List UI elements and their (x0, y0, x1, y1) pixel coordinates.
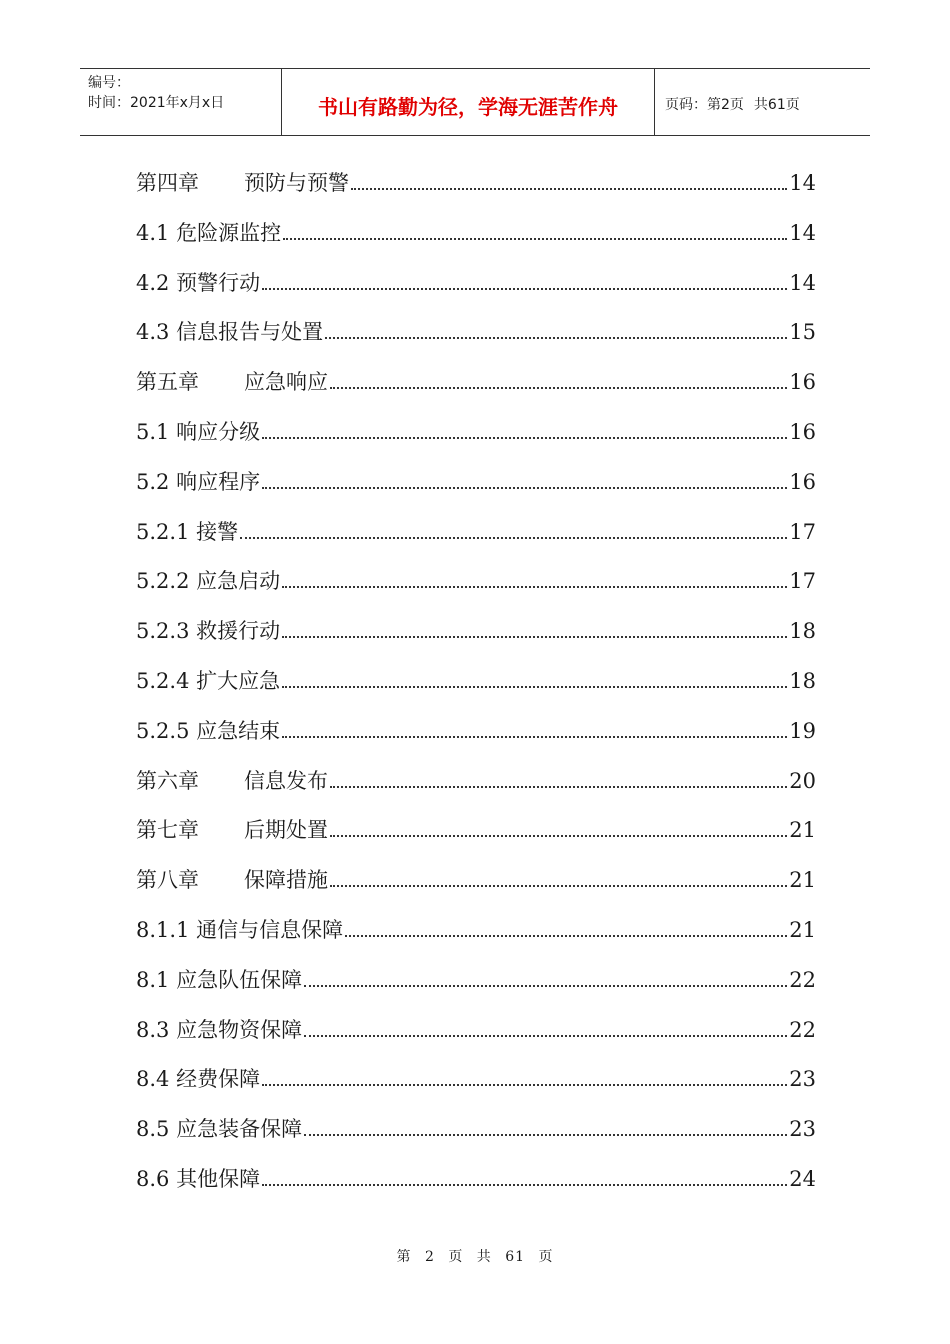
toc-title-text: 5.1 响应分级 (136, 419, 261, 444)
toc-entry[interactable] (136, 514, 816, 564)
toc-entry-title (136, 1161, 260, 1197)
toc-entry[interactable] (136, 1111, 816, 1161)
toc-entry[interactable] (136, 1061, 816, 1111)
toc-page-number: 19 (789, 718, 816, 743)
toc-title-text: 5.2 响应程序 (136, 469, 261, 494)
toc-entry-title (136, 812, 328, 848)
footer-first: 第 (396, 1249, 412, 1265)
toc-leader-dots (330, 835, 787, 837)
toc-page-number: 17 (789, 519, 816, 544)
toc-page-number: 23 (789, 1117, 816, 1142)
toc-leader-dots (282, 586, 787, 588)
footer-total-unit: 页 (538, 1249, 554, 1265)
toc-leader-dots (330, 786, 787, 788)
toc-title-text: 5.2.1 接警 (136, 519, 239, 544)
toc-chapter-label: 第四章 (136, 171, 199, 195)
toc-leader-dots (262, 487, 787, 489)
toc-title-text: 5.2.3 救援行动 (136, 619, 281, 644)
toc-page-number: 18 (789, 668, 816, 693)
toc-entry[interactable] (136, 862, 816, 912)
toc-title-text: 保障措施 (244, 868, 328, 893)
toc-entry-title (136, 763, 328, 799)
toc-chapter-label: 第七章 (136, 818, 199, 843)
toc-entry[interactable] (136, 1012, 816, 1062)
toc-title-text: 8.3 应急物资保障 (136, 1017, 303, 1042)
toc-page-number: 23 (789, 1067, 816, 1092)
toc-entry[interactable] (136, 414, 816, 464)
toc-chapter-label: 第五章 (136, 370, 199, 395)
toc-chapter-label: 第六章 (136, 768, 199, 793)
toc-leader-dots (262, 437, 787, 439)
toc-leader-dots (304, 1035, 787, 1037)
footer-total-prefix: 共 (476, 1249, 492, 1265)
toc-page-number: 15 (789, 320, 816, 345)
toc-page-number: 16 (789, 370, 816, 395)
toc-entry-title (136, 514, 238, 550)
toc-entry-title (136, 713, 280, 749)
toc-entry[interactable] (136, 314, 816, 364)
toc-leader-dots (282, 736, 787, 738)
toc-entry-title (136, 215, 281, 251)
toc-title-text: 5.2.2 应急启动 (136, 569, 281, 594)
toc-title-text: 4.1 危险源监控 (136, 220, 282, 245)
table-of-contents (136, 165, 816, 1211)
toc-entry-title (136, 1111, 302, 1147)
toc-title-text: 8.4 经费保障 (136, 1067, 261, 1092)
toc-title-text: 4.2 预警行动 (136, 270, 261, 295)
toc-entry-title (136, 1061, 260, 1097)
toc-page-number: 16 (789, 419, 816, 444)
toc-entry[interactable] (136, 215, 816, 265)
toc-page-number: 24 (789, 1166, 816, 1191)
toc-entry-title (136, 265, 260, 301)
toc-leader-dots (304, 1134, 787, 1136)
toc-entry[interactable] (136, 364, 816, 414)
footer-total: 61 (505, 1249, 526, 1265)
toc-title-text: 信息发布 (244, 768, 328, 793)
toc-title-text: 5.2.4 扩大应急 (136, 668, 281, 693)
toc-entry-title (136, 962, 302, 998)
toc-entry-title (136, 1012, 302, 1048)
toc-title-text: 预防与预警 (244, 171, 349, 195)
toc-leader-dots (262, 1184, 787, 1186)
toc-entry-title (136, 613, 280, 649)
toc-entry[interactable] (136, 713, 816, 763)
toc-title-text: 应急响应 (244, 370, 328, 395)
toc-leader-dots (330, 387, 787, 389)
total-label: 共61页 (753, 97, 800, 113)
toc-title-text: 4.3 信息报告与处置 (136, 320, 324, 345)
footer-page-unit: 页 (448, 1249, 464, 1265)
toc-leader-dots (325, 337, 787, 339)
toc-chapter-label: 第八章 (136, 868, 199, 893)
toc-page-number: 21 (789, 917, 816, 942)
toc-title-text: 8.1.1 通信与信息保障 (136, 917, 344, 942)
header-meta (80, 69, 282, 135)
toc-page-number: 22 (789, 967, 816, 992)
toc-leader-dots (240, 537, 787, 539)
toc-entry-title (136, 364, 328, 400)
toc-leader-dots (262, 288, 787, 290)
page-footer (0, 1246, 950, 1266)
toc-page-number: 21 (789, 868, 816, 893)
toc-entry[interactable] (136, 1161, 816, 1211)
toc-entry-title (136, 912, 343, 948)
toc-entry[interactable] (136, 613, 816, 663)
page-label: 页码：第2页 (665, 97, 744, 113)
header-page-info (655, 69, 870, 135)
toc-page-number: 20 (789, 768, 816, 793)
toc-page-number: 18 (789, 619, 816, 644)
toc-leader-dots (283, 238, 787, 240)
footer-page: 2 (424, 1249, 435, 1265)
toc-title-text: 后期处置 (244, 818, 328, 843)
date-label: 时间：2021年x月x日 (88, 95, 225, 111)
toc-entry[interactable] (136, 912, 816, 962)
toc-entry[interactable] (136, 812, 816, 862)
toc-title-text: 8.5 应急装备保障 (136, 1117, 303, 1142)
toc-entry-title (136, 464, 260, 500)
toc-leader-dots (330, 885, 787, 887)
toc-entry[interactable] (136, 165, 816, 215)
serial-label: 编号： (88, 75, 130, 91)
toc-page-number: 16 (789, 469, 816, 494)
toc-title-text: 8.1 应急队伍保障 (136, 967, 303, 992)
toc-entry[interactable] (136, 563, 816, 613)
toc-title-text: 5.2.5 应急结束 (136, 718, 281, 743)
toc-title-text: 8.6 其他保障 (136, 1166, 261, 1191)
toc-leader-dots (262, 1084, 787, 1086)
toc-leader-dots (282, 686, 787, 688)
toc-entry-title (136, 414, 260, 450)
toc-entry-title (136, 563, 280, 599)
toc-page-number: 17 (789, 569, 816, 594)
toc-leader-dots (351, 188, 787, 190)
toc-page-number: 14 (789, 220, 816, 245)
toc-page-number: 21 (789, 818, 816, 843)
toc-entry[interactable] (136, 663, 816, 713)
toc-entry[interactable] (136, 464, 816, 514)
toc-leader-dots (304, 985, 787, 987)
toc-page-number: 14 (789, 270, 816, 295)
toc-entry-title (136, 663, 280, 699)
toc-page-number: 22 (789, 1017, 816, 1042)
toc-leader-dots (345, 935, 787, 937)
toc-leader-dots (282, 636, 787, 638)
toc-entry-title (136, 165, 349, 201)
toc-entry[interactable] (136, 265, 816, 315)
toc-entry[interactable] (136, 763, 816, 813)
toc-entry-title (136, 314, 323, 350)
toc-page-number: 14 (789, 171, 816, 195)
toc-entry-title (136, 862, 328, 898)
header-motto: 书山有路勤为径，学海无涯苦作舟 (282, 69, 655, 135)
document-header (80, 68, 870, 136)
toc-entry[interactable] (136, 962, 816, 1012)
